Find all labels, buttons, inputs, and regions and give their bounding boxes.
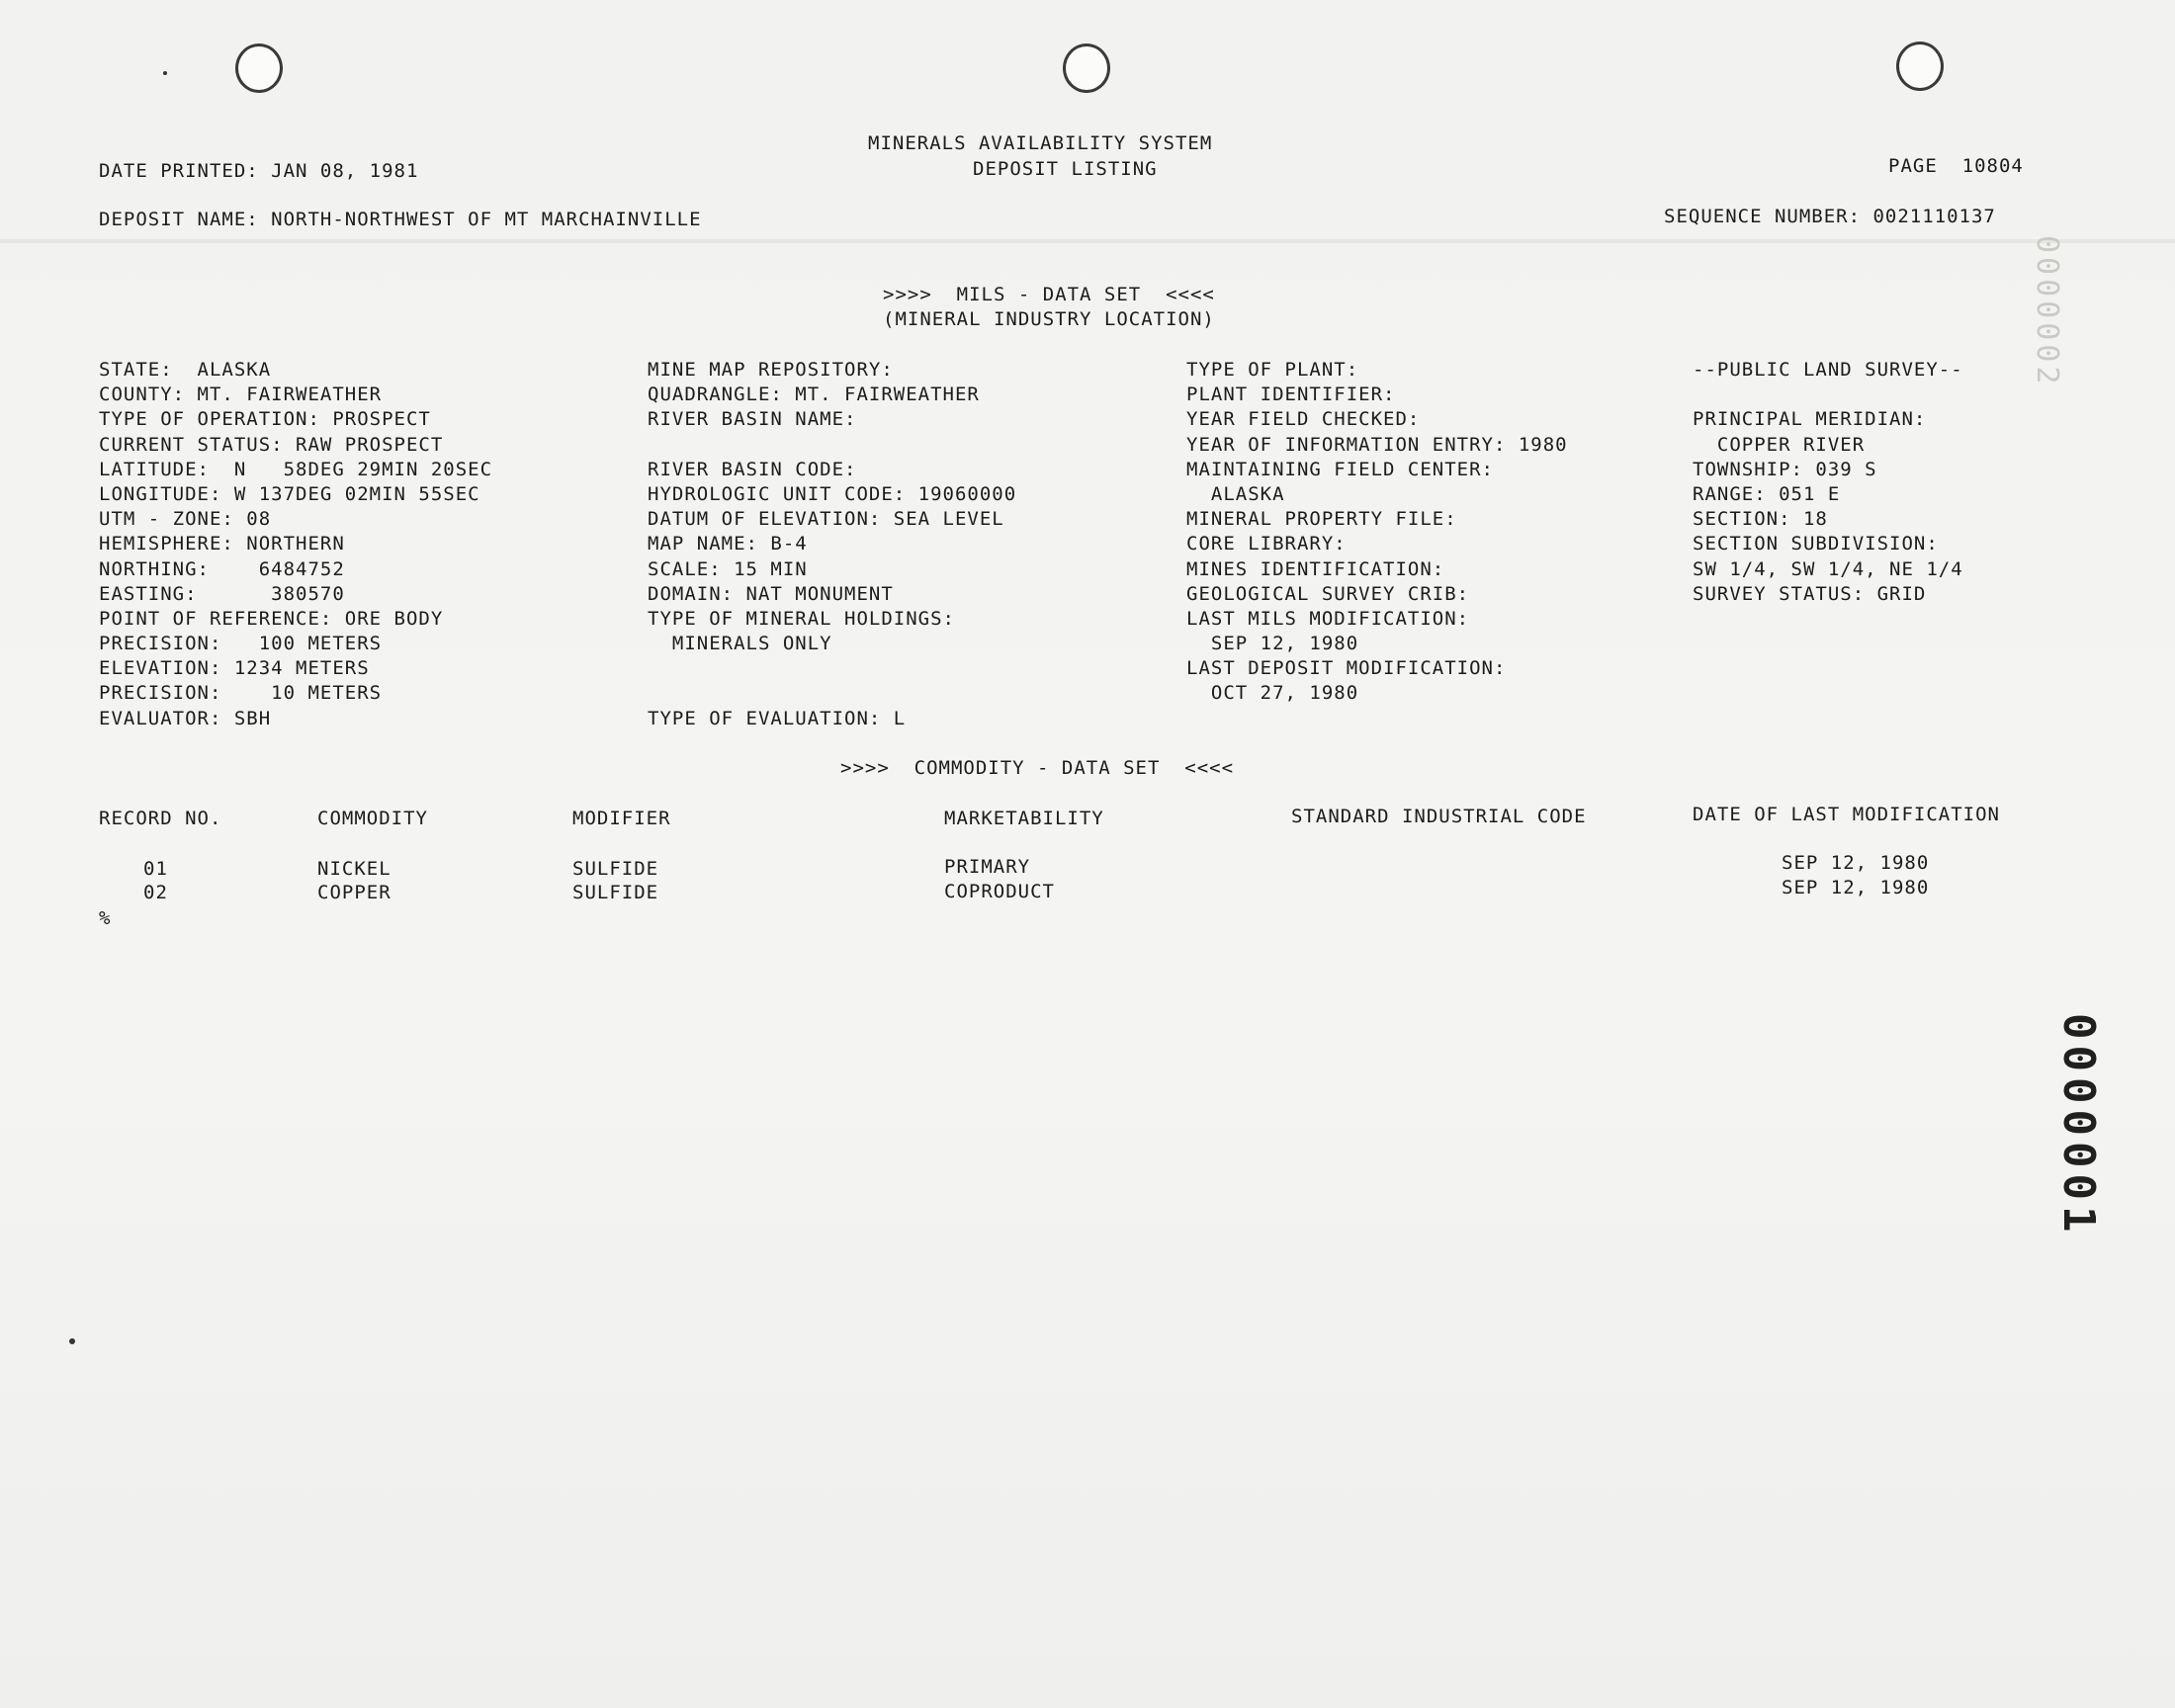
end-marker: % — [99, 907, 112, 929]
page-number: PAGE 10804 — [1888, 155, 2024, 177]
row-1-marketability: PRIMARY — [944, 856, 1031, 878]
col2-line: MAP NAME: B-4 — [648, 533, 808, 555]
col4-line: TOWNSHIP: 039 S — [1693, 458, 1877, 480]
col1-line: HEMISPHERE: NORTHERN — [99, 533, 345, 555]
col3-line: MAINTAINING FIELD CENTER: — [1186, 458, 1494, 480]
col1-line: UTM - ZONE: 08 — [99, 508, 272, 531]
col1-line: LATITUDE: N 58DEG 29MIN 20SEC — [99, 458, 493, 480]
col2-line: MINE MAP REPOSITORY: — [648, 359, 894, 381]
col2-line: RIVER BASIN NAME: — [648, 408, 857, 431]
fold-line — [0, 239, 2175, 243]
col3-line: TYPE OF PLANT: — [1186, 359, 1359, 381]
col3-line: GEOLOGICAL SURVEY CRIB: — [1186, 582, 1470, 605]
col2-line: MINERALS ONLY — [648, 633, 832, 655]
col3-line: LAST MILS MODIFICATION: — [1186, 607, 1470, 630]
col3-line: OCT 27, 1980 — [1186, 682, 1359, 705]
header-commodity: COMMODITY — [317, 808, 428, 829]
col3-line: MINERAL PROPERTY FILE: — [1186, 508, 1457, 531]
stamped-number: 0000001 — [2053, 1013, 2104, 1238]
col3-line: YEAR FIELD CHECKED: — [1186, 408, 1421, 431]
header-modifier: MODIFIER — [572, 808, 671, 829]
col2-line — [648, 433, 1181, 458]
col4-line: SECTION: 18 — [1693, 508, 1828, 531]
deposit-name: DEPOSIT NAME: NORTH-NORTHWEST OF MT MARCHAINVILLE — [99, 209, 702, 230]
col1-line: EASTING: 380570 — [99, 582, 345, 605]
row-2-modifier: SULFIDE — [572, 882, 659, 903]
speck — [163, 71, 167, 75]
col3-line: MINES IDENTIFICATION: — [1186, 557, 1445, 580]
col1-line: NORTHING: 6484752 — [99, 557, 345, 580]
system-title: MINERALS AVAILABILITY SYSTEM — [868, 132, 1213, 154]
col3-line: ALASKA — [1186, 482, 1285, 505]
row-1-last-mod: SEP 12, 1980 — [1782, 852, 1930, 874]
col1-line: EVALUATOR: SBH — [99, 707, 272, 729]
col3-line: CORE LIBRARY: — [1186, 533, 1347, 555]
col3-line: SEP 12, 1980 — [1186, 633, 1359, 655]
row-2-last-mod: SEP 12, 1980 — [1782, 877, 1930, 898]
col2-line: QUADRANGLE: MT. FAIRWEATHER — [648, 384, 980, 406]
col3-line: YEAR OF INFORMATION ENTRY: 1980 — [1186, 433, 1568, 456]
col1-line: TYPE OF OPERATION: PROSPECT — [99, 408, 431, 431]
header-sic: STANDARD INDUSTRIAL CODE — [1291, 806, 1587, 827]
sequence-number: SEQUENCE NUMBER: 0021110137 — [1664, 206, 1996, 227]
mils-section-title: >>>> MILS - DATA SET <<<< — [883, 284, 1215, 305]
col2-line: DATUM OF ELEVATION: SEA LEVEL — [648, 508, 1004, 531]
col2-line: TYPE OF MINERAL HOLDINGS: — [648, 607, 955, 630]
public-land-survey-column — [1693, 358, 2088, 607]
row-2-record-no: 02 — [143, 882, 168, 903]
location-column-1 — [99, 358, 633, 731]
row-2-marketability: COPRODUCT — [944, 881, 1055, 902]
header-last-mod: DATE OF LAST MODIFICATION — [1693, 804, 2000, 825]
location-column-2 — [648, 358, 1181, 731]
col4-line — [1693, 383, 2088, 407]
row-1-commodity: NICKEL — [317, 858, 392, 880]
row-1-modifier: SULFIDE — [572, 858, 659, 880]
col3-line: PLANT IDENTIFIER: — [1186, 384, 1396, 406]
commodity-section-title: >>>> COMMODITY - DATA SET <<<< — [840, 757, 1235, 779]
header-marketability: MARKETABILITY — [944, 808, 1104, 829]
location-column-3 — [1186, 358, 1700, 707]
col4-line: COPPER RIVER — [1693, 433, 1866, 456]
col2-line — [648, 681, 1181, 706]
col2-line: HYDROLOGIC UNIT CODE: 19060000 — [648, 482, 1017, 505]
col2-line: TYPE OF EVALUATION: L — [648, 707, 907, 729]
col4-line: SURVEY STATUS: GRID — [1693, 582, 1927, 605]
col1-line: CURRENT STATUS: RAW PROSPECT — [99, 433, 444, 456]
punch-hole-left — [235, 43, 283, 93]
col2-line: RIVER BASIN CODE: — [648, 458, 857, 480]
listing-title: DEPOSIT LISTING — [973, 158, 1158, 180]
col4-line: SECTION SUBDIVISION: — [1693, 533, 1939, 555]
date-printed: DATE PRINTED: JAN 08, 1981 — [99, 160, 419, 182]
punch-hole-right — [1896, 42, 1944, 91]
row-2-commodity: COPPER — [317, 882, 392, 903]
col4-line: PRINCIPAL MERIDIAN: — [1693, 408, 1927, 431]
col4-line: --PUBLIC LAND SURVEY-- — [1693, 359, 1963, 381]
col2-line — [648, 656, 1181, 681]
col1-line: COUNTY: MT. FAIRWEATHER — [99, 384, 383, 406]
punch-hole-center — [1063, 43, 1110, 93]
faint-stamped-number: 0000002 — [2030, 235, 2064, 388]
col1-line: ELEVATION: 1234 METERS — [99, 657, 370, 680]
col4-line: SW 1/4, SW 1/4, NE 1/4 — [1693, 557, 1963, 580]
col1-line: PRECISION: 100 METERS — [99, 633, 383, 655]
col1-line: POINT OF REFERENCE: ORE BODY — [99, 607, 444, 630]
col1-line: LONGITUDE: W 137DEG 02MIN 55SEC — [99, 482, 480, 505]
col1-line: PRECISION: 10 METERS — [99, 682, 383, 705]
mils-section-subtitle: (MINERAL INDUSTRY LOCATION) — [883, 308, 1215, 330]
col2-line: DOMAIN: NAT MONUMENT — [648, 582, 894, 605]
col3-line: LAST DEPOSIT MODIFICATION: — [1186, 657, 1507, 680]
col1-line: STATE: ALASKA — [99, 359, 272, 381]
col2-line: SCALE: 15 MIN — [648, 557, 808, 580]
speck — [69, 1338, 75, 1344]
header-record-no: RECORD NO. — [99, 808, 222, 829]
col4-line: RANGE: 051 E — [1693, 482, 1841, 505]
row-1-record-no: 01 — [143, 858, 168, 880]
